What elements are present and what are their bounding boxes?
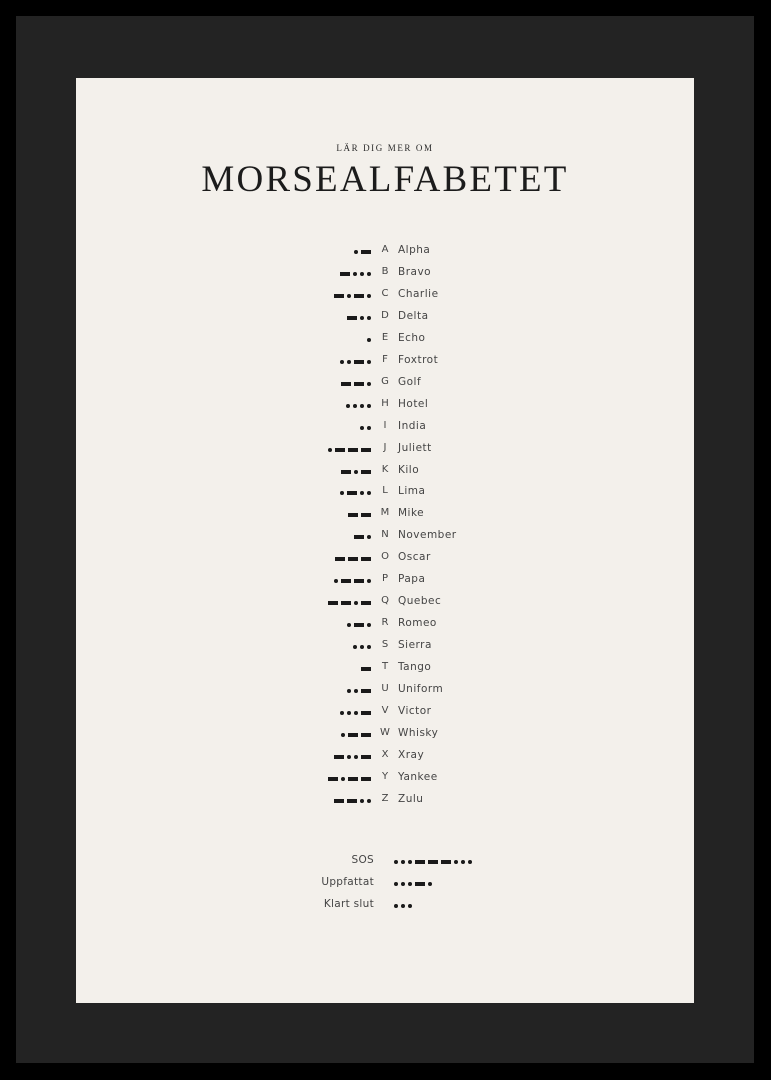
phonetic-word: Uniform [398, 683, 444, 695]
morse-dot-icon [367, 491, 371, 495]
phonetic-word: Charlie [398, 287, 439, 300]
morse-code [367, 337, 371, 343]
morse-code [360, 425, 371, 431]
alphabet-row [76, 768, 694, 790]
morse-dot-icon [401, 882, 405, 886]
morse-dash-icon [415, 860, 425, 864]
morse-dot-icon [367, 799, 371, 803]
morse-code [353, 644, 371, 650]
phonetic-word: Whisky [398, 726, 439, 739]
alphabet-row [76, 351, 694, 373]
alphabet-row [76, 241, 694, 263]
letter: P [381, 573, 389, 585]
phonetic-word: Tango [398, 661, 432, 674]
alphabet-row [76, 548, 694, 570]
alphabet-row [76, 592, 694, 614]
morse-dash-icon [334, 799, 344, 803]
morse-dot-icon [340, 711, 344, 715]
morse-dot-icon [367, 623, 371, 627]
morse-dot-icon [360, 645, 364, 649]
morse-code [348, 512, 371, 518]
morse-dot-icon [340, 491, 344, 495]
phonetic-word: Golf [398, 375, 422, 388]
morse-dot-icon [394, 882, 398, 886]
phonetic-word: Yankee [398, 770, 438, 783]
alphabet-row [76, 680, 694, 702]
morse-dash-icon [328, 601, 338, 605]
letter: S [381, 639, 389, 651]
phonetic-word: Bravo [398, 265, 432, 278]
morse-code [340, 359, 371, 365]
morse-code [341, 732, 371, 738]
morse-code [347, 688, 371, 694]
alphabet-row [76, 263, 694, 285]
letter: H [381, 397, 389, 409]
phonetic-word: November [398, 529, 457, 542]
alphabet-row [76, 526, 694, 548]
morse-dash-icon [361, 470, 371, 474]
letter: F [382, 353, 388, 365]
morse-dot-icon [360, 426, 364, 430]
morse-dot-icon [468, 860, 472, 864]
morse-code [334, 754, 371, 760]
morse-dot-icon [346, 404, 350, 408]
morse-dash-icon [328, 777, 338, 781]
morse-dash-icon [428, 860, 438, 864]
letter: K [381, 463, 389, 475]
alphabet-row [76, 702, 694, 724]
morse-dot-icon [347, 623, 351, 627]
phonetic-word: Papa [398, 573, 426, 586]
morse-dot-icon [360, 799, 364, 803]
letter: B [381, 265, 389, 277]
morse-code [340, 710, 371, 716]
letter: L [382, 485, 388, 497]
morse-dot-icon [347, 711, 351, 715]
phonetic-word: Echo [398, 331, 426, 344]
morse-dot-icon [354, 601, 358, 605]
morse-code [328, 447, 371, 453]
letter: G [381, 375, 389, 387]
signal-label: Klart slut [323, 898, 374, 910]
morse-dot-icon [367, 338, 371, 342]
morse-code [354, 249, 371, 255]
morse-code [346, 403, 371, 409]
morse-dash-icon [415, 882, 425, 886]
morse-dot-icon [360, 404, 364, 408]
phonetic-word: Zulu [398, 792, 424, 805]
alphabet-row [76, 658, 694, 680]
poster-title: MORSEALFABETET [201, 159, 569, 200]
alphabet-row [76, 504, 694, 526]
picture-frame [16, 16, 754, 1063]
morse-dot-icon [408, 904, 412, 908]
morse-dot-icon [354, 755, 358, 759]
morse-dash-icon [361, 711, 371, 715]
letter: A [381, 244, 389, 255]
letter: M [380, 507, 390, 519]
phonetic-word: Sierra [398, 639, 432, 652]
letter: Y [381, 770, 389, 782]
morse-dash-icon [347, 799, 357, 803]
morse-dot-icon [367, 294, 371, 298]
morse-dash-icon [335, 557, 345, 561]
phonetic-word: Xray [398, 748, 425, 761]
morse-dot-icon [401, 904, 405, 908]
morse-dash-icon [347, 316, 357, 320]
phonetic-word: Lima [398, 485, 426, 498]
alphabet-row [76, 417, 694, 439]
alphabet-row [76, 373, 694, 395]
alphabet-row [76, 636, 694, 658]
morse-dash-icon [441, 860, 451, 864]
morse-code [361, 666, 371, 672]
letter: O [381, 551, 389, 563]
morse-dash-icon [361, 689, 371, 693]
morse-dash-icon [347, 491, 357, 495]
morse-dash-icon [361, 557, 371, 561]
morse-dot-icon [360, 272, 364, 276]
morse-dot-icon [367, 579, 371, 583]
morse-dot-icon [353, 404, 357, 408]
morse-dash-icon [340, 272, 350, 276]
morse-dot-icon [347, 360, 351, 364]
morse-dot-icon [354, 711, 358, 715]
alphabet-row [76, 746, 694, 768]
morse-dot-icon [408, 882, 412, 886]
morse-dot-icon [347, 689, 351, 693]
morse-dot-icon [341, 733, 345, 737]
morse-dash-icon [361, 733, 371, 737]
letter: Q [381, 595, 389, 607]
morse-dot-icon [367, 360, 371, 364]
phonetic-word: Quebec [398, 595, 442, 608]
alphabet-row [76, 724, 694, 746]
morse-dot-icon [401, 860, 405, 864]
morse-dot-icon [353, 645, 357, 649]
extra-signal-row [76, 873, 694, 895]
morse-dot-icon [328, 448, 332, 452]
morse-dot-icon [353, 272, 357, 276]
morse-dot-icon [367, 404, 371, 408]
morse-dash-icon [334, 294, 344, 298]
morse-dot-icon [340, 360, 344, 364]
morse-code [394, 903, 412, 909]
morse-dot-icon [354, 250, 358, 254]
phonetic-word: Mike [398, 507, 425, 520]
morse-dash-icon [348, 557, 358, 561]
letter: U [381, 683, 389, 694]
morse-dot-icon [360, 491, 364, 495]
phonetic-word: Kilo [398, 463, 420, 476]
phonetic-word: Foxtrot [398, 353, 439, 366]
phonetic-word: India [398, 419, 427, 432]
morse-dash-icon [361, 448, 371, 452]
morse-dash-icon [361, 777, 371, 781]
morse-dash-icon [341, 470, 351, 474]
morse-dot-icon [367, 645, 371, 649]
poster-paper [76, 78, 694, 1003]
morse-dash-icon [354, 360, 364, 364]
morse-dot-icon [354, 689, 358, 693]
letter: T [381, 661, 389, 673]
morse-dash-icon [361, 667, 371, 671]
morse-dash-icon [361, 601, 371, 605]
alphabet-row [76, 307, 694, 329]
morse-dot-icon [367, 316, 371, 320]
morse-code [334, 798, 371, 804]
extra-signal-row [76, 851, 694, 873]
morse-dash-icon [354, 579, 364, 583]
letter: C [381, 287, 389, 299]
morse-dash-icon [341, 579, 351, 583]
letter: J [383, 441, 387, 453]
morse-dash-icon [354, 382, 364, 386]
morse-dot-icon [461, 860, 465, 864]
morse-dot-icon [341, 777, 345, 781]
morse-dash-icon [348, 777, 358, 781]
alphabet-row [76, 461, 694, 483]
morse-code [335, 556, 371, 562]
signal-label: Uppfattat [321, 876, 374, 888]
morse-dash-icon [361, 250, 371, 254]
letter: Z [381, 792, 389, 804]
morse-dot-icon [408, 860, 412, 864]
signal-label: SOS [351, 854, 374, 866]
poster-kicker: LÄR DIG MER OM [336, 143, 434, 153]
phonetic-word: Alpha [398, 244, 431, 256]
letter: W [380, 726, 390, 738]
morse-code [334, 578, 371, 584]
alphabet-row [76, 614, 694, 636]
morse-dot-icon [367, 426, 371, 430]
morse-code [328, 600, 371, 606]
morse-dot-icon [334, 579, 338, 583]
morse-dot-icon [347, 755, 351, 759]
morse-code [347, 315, 371, 321]
alphabet-row [76, 329, 694, 351]
letter: N [381, 529, 389, 541]
alphabet-row [76, 395, 694, 417]
morse-code [340, 490, 371, 496]
letter: R [381, 617, 389, 629]
morse-dash-icon [348, 733, 358, 737]
morse-dot-icon [367, 382, 371, 386]
morse-dash-icon [354, 535, 364, 539]
morse-dot-icon [428, 882, 432, 886]
morse-code [328, 776, 371, 782]
phonetic-word: Delta [398, 309, 429, 322]
morse-dot-icon [454, 860, 458, 864]
alphabet-row [76, 570, 694, 592]
phonetic-word: Juliett [398, 441, 432, 454]
morse-code [334, 293, 371, 299]
alphabet-row [76, 285, 694, 307]
morse-dot-icon [394, 860, 398, 864]
extra-signal-row [76, 895, 694, 917]
alphabet-row [76, 439, 694, 461]
morse-dot-icon [367, 535, 371, 539]
morse-dot-icon [394, 904, 398, 908]
morse-dash-icon [341, 382, 351, 386]
alphabet-row [76, 790, 694, 812]
morse-dash-icon [354, 623, 364, 627]
morse-code [340, 271, 371, 277]
morse-code [341, 469, 371, 475]
morse-code [347, 622, 371, 628]
letter: X [381, 748, 389, 760]
morse-dash-icon [348, 448, 358, 452]
phonetic-word: Oscar [398, 551, 431, 564]
morse-code [354, 534, 371, 540]
morse-code [394, 881, 432, 887]
letter: I [383, 419, 387, 431]
letter: E [381, 331, 389, 343]
morse-dot-icon [354, 470, 358, 474]
morse-dash-icon [361, 755, 371, 759]
morse-dash-icon [341, 601, 351, 605]
morse-dash-icon [354, 294, 364, 298]
letter: V [381, 704, 389, 716]
phonetic-word: Hotel [398, 397, 429, 410]
morse-dash-icon [361, 513, 371, 517]
phonetic-word: Victor [398, 704, 432, 717]
letter: D [381, 309, 389, 321]
morse-code [341, 381, 371, 387]
morse-dot-icon [367, 272, 371, 276]
morse-code [394, 859, 472, 865]
morse-dash-icon [334, 755, 344, 759]
alphabet-row [76, 482, 694, 504]
morse-dash-icon [335, 448, 345, 452]
morse-dot-icon [360, 316, 364, 320]
morse-dot-icon [347, 294, 351, 298]
phonetic-word: Romeo [398, 617, 437, 630]
morse-dash-icon [348, 513, 358, 517]
